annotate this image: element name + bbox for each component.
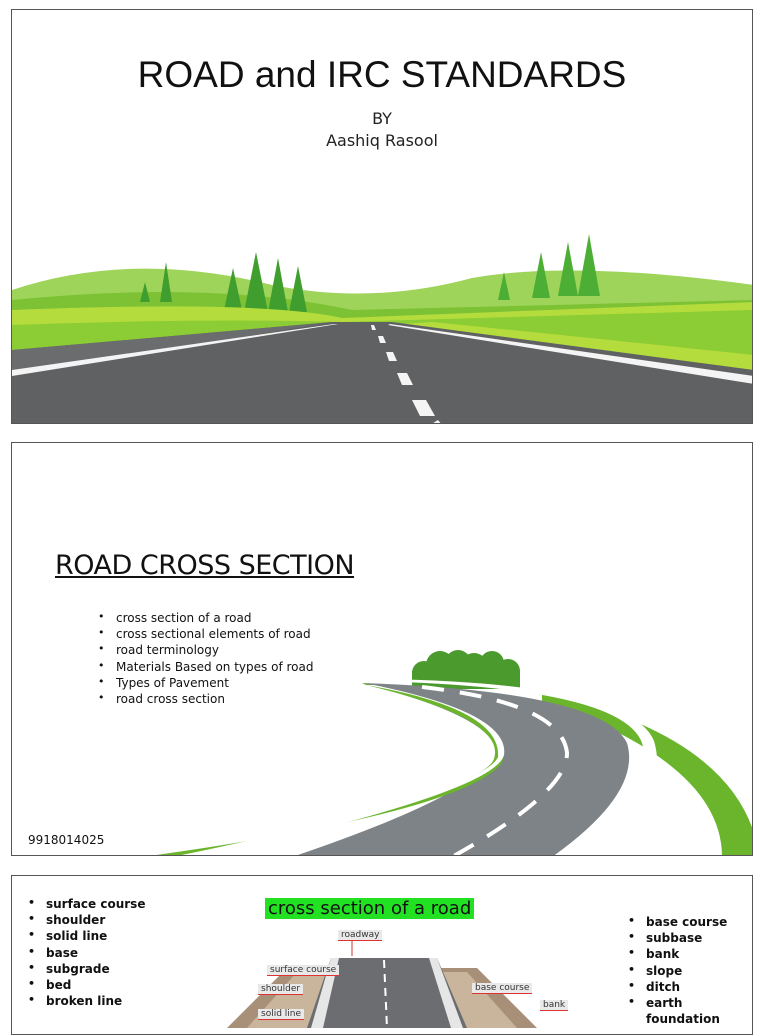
road-landscape-illustration <box>12 230 753 424</box>
list-item: • road terminology <box>98 642 313 658</box>
list-item: • Types of Pavement <box>98 675 313 691</box>
cross-section-slide <box>11 875 753 1035</box>
label-solid-line: solid line <box>258 1009 304 1020</box>
list-item: • cross section of a road <box>98 610 313 626</box>
contents-slide <box>11 442 753 856</box>
list-item: • bed <box>28 977 145 993</box>
list-item: • ditch <box>628 979 752 995</box>
list-item: • subgrade <box>28 961 145 977</box>
list-item: • shoulder <box>28 912 145 928</box>
list-item: • base course <box>628 914 752 930</box>
list-item: • bank <box>628 946 752 962</box>
label-roadway: roadway <box>338 930 382 941</box>
list-item: • subbase <box>628 930 752 946</box>
list-item: • surface course <box>28 896 145 912</box>
list-item: • solid line <box>28 928 145 944</box>
phone-number: 9918014025 <box>28 833 105 847</box>
list-item: • earth foundation <box>628 995 752 1027</box>
label-shoulder: shoulder <box>258 984 303 995</box>
label-base-course: base course <box>472 983 532 994</box>
curved-road-illustration <box>122 643 753 856</box>
author-name: Aashiq Rasool <box>326 131 438 150</box>
presentation-title: ROAD and IRC STANDARDS <box>137 54 627 95</box>
list-item: • slope <box>628 963 752 979</box>
by-label: BY <box>372 109 392 128</box>
right-terms-list <box>628 914 752 1027</box>
list-item: • broken line <box>28 993 145 1009</box>
label-surface-course: surface course <box>267 965 339 976</box>
label-bank: bank <box>540 1000 568 1011</box>
list-item: • Materials Based on types of road <box>98 659 313 675</box>
list-item: • base <box>28 945 145 961</box>
list-item: • road cross section <box>98 691 313 707</box>
left-terms-list <box>28 896 145 1009</box>
section-title: ROAD CROSS SECTION <box>55 550 355 581</box>
title-slide <box>11 9 753 424</box>
slide-title: cross section of a road <box>265 898 474 919</box>
list-item: • cross sectional elements of road <box>98 626 313 642</box>
